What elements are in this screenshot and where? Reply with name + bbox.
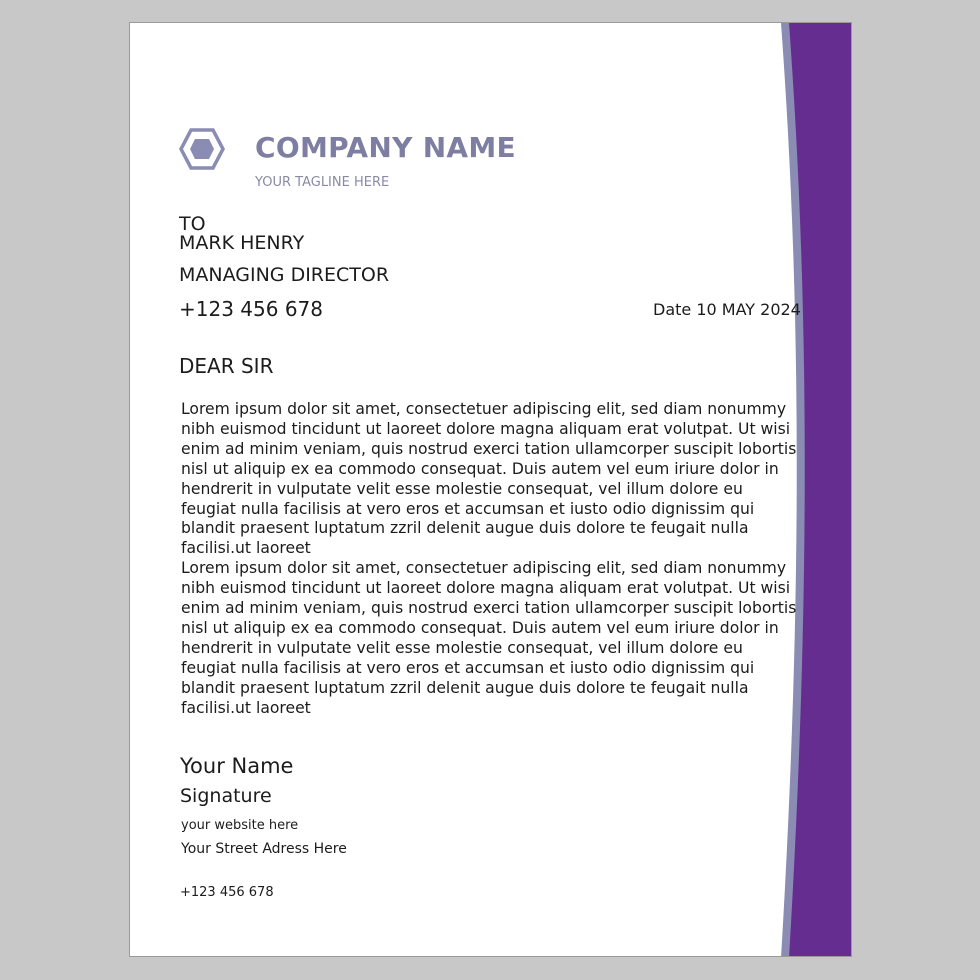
recipient-label: TO [179, 213, 206, 235]
recipient-name: MARK HENRY [179, 232, 305, 254]
letter-date: Date 10 MAY 2024 [653, 300, 801, 319]
street-address: Your Street Adress Here [181, 841, 347, 857]
signature-label: Signature [180, 785, 272, 807]
company-name: COMPANY NAME [255, 131, 516, 164]
greeting: DEAR SIR [179, 354, 274, 378]
hexagon-logo-icon [178, 127, 226, 171]
signer-name: Your Name [180, 754, 294, 778]
recipient-phone: +123 456 678 [179, 297, 323, 321]
recipient-title: MANAGING DIRECTOR [179, 264, 390, 286]
body-paragraph: Lorem ipsum dolor sit amet, consectetuer adipiscing elit, sed diam nonummy nibh euismod tincidunt ut laoreet dolore magna aliquam erat volutpat. Ut wisi enim ad minim veniam, quis nostrud exerci tation ullamcorper suscipit lobortis nisl ut aliquip ex ea commodo consequat. Duis autem vel eum iriure dolor in hendrerit in vulputate velit esse molestie consequat, vel illum dolore eu feugiat nulla facilisis at vero eros et accumsan et iusto odio dignissim qui blandit praesent luptatum zzril delenit augue duis dolore te feugait nulla facilisi.ut laoreet [181, 400, 797, 558]
company-tagline: YOUR TAGLINE HERE [255, 175, 390, 190]
footer-phone: +123 456 678 [180, 885, 274, 900]
website-text: your website here [181, 818, 299, 833]
body-paragraph: Lorem ipsum dolor sit amet, consectetuer adipiscing elit, sed diam nonummy nibh euismod tincidunt ut laoreet dolore magna aliquam erat volutpat. Ut wisi enim ad minim veniam, quis nostrud exerci tation ullamcorper suscipit lobortis nisl ut aliquip ex ea commodo consequat. Duis autem vel eum iriure dolor in hendrerit in vulputate velit esse molestie consequat, vel illum dolore eu feugiat nulla facilisis at vero eros et accumsan et iusto odio dignissim qui blandit praesent luptatum zzril delenit augue duis dolore te feugait nulla facilisi.ut laoreet [181, 559, 797, 717]
letter-page [129, 22, 852, 957]
letter-body [181, 400, 801, 719]
